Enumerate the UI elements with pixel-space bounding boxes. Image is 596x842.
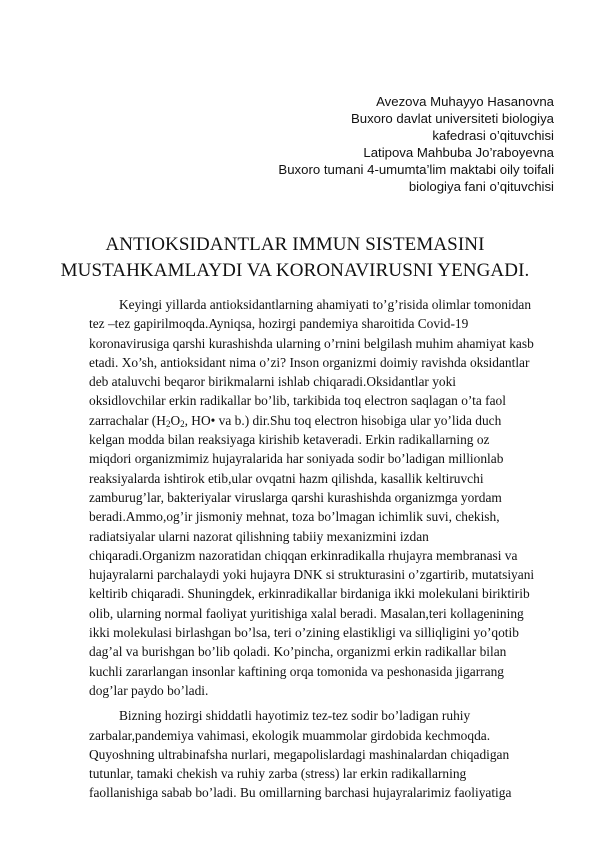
author-name: Avezova Muhayyo Hasanovna (376, 94, 554, 109)
text-run: zarrachalar (H (89, 412, 166, 428)
author-position: biologiya fani o’qituvchisi (408, 178, 554, 194)
author-affiliation: Buxoro davlat universiteti biologiya (350, 110, 554, 126)
text-line: faollanishiga sabab bo’ladi. Bu omillarning barchasi hujayralarimiz faoliyatiga (89, 785, 512, 801)
subscript: 2 (165, 418, 171, 429)
text-line: zarbalar,pandemiya vahimasi, ekologik muammolar girdobida kechmoqda. (89, 727, 491, 743)
subscript: 2 (180, 418, 185, 429)
text-line: chiqaradi.Organizm nazoratidan chiqqan erkinradikalla rhujayra membranasi va (89, 547, 518, 563)
text-line: ikki molekulasi birlashgan bo’lsa, teri o’zining elastikligi va silliqligini yo’qotib (89, 625, 519, 641)
paragraph (89, 295, 559, 700)
text-line: kelgan modda bilan reaksiyaga kirishib ketaveradi. Erkin radikallarning oz (89, 432, 490, 448)
document-title (60, 232, 530, 284)
author-affiliation: Buxoro tumani 4-umumta’lim maktabi oily toifali (278, 161, 554, 177)
text-line: Bizning hozirgi shiddatli hayotimiz tez-tez sodir bo’ladigan ruhiy (119, 708, 471, 724)
text-line: radiatsiyalar ularni nazorat qilishning tabiiy mexanizmini izdan (89, 528, 429, 544)
text-line: hujayralarni parchalaydi yoki hujayra DNK si strukturasini o’zgartirib, mutatsiyani (89, 567, 535, 583)
text-line: kuchli zararlangan insonlar kaftining orqa tomonida va peshonasida jigarrang (89, 663, 504, 679)
text-line: olib, ularning normal faoliyat yuritishiga xalal beradi. Masalan,teri kollagenining (89, 605, 524, 621)
text-line: oksidlovchilar erkin radikallar bo’lib, tarkibida toq electron saqlagan o’ta faol (89, 393, 506, 409)
text-line: tez –tez gapirilmoqda.Ayniqsa, hozirgi pandemiya sharoitida Covid-19 (89, 316, 469, 332)
text-line: beradi.Ammo,og’ir jismoniy mehnat, toza bo’lmagan ichimlik suvi, chekish, (89, 509, 500, 525)
text-line: deb ataluvchi beqaror birikmalarni ishlab chiqaradi.Oksidantlar yoki (89, 374, 457, 390)
text-line: reaksiyalarda ishtirok etib,ular ovqatni hazm qilishda, kasallik keltiruvchi (89, 470, 484, 486)
text-line: miqdori organizmimiz hujayralarida har soniyada sodir bo’ladigan millionlab (89, 451, 504, 467)
text-run: , HO• va b.) dir.Shu toq electron hisobiga ular yo’lida duch (184, 412, 502, 428)
text-line: tutunlar, tamaki chekish va ruhiy zarba (stress) lar erkin radikallarning (89, 766, 467, 782)
author-position: kafedrasi o’qituvchisi (432, 127, 554, 143)
text-line: keltirib chiqaradi. Shuningdek, erkinradikallar birdaniga ikki molekulani biriktirib (89, 586, 530, 602)
text-run: O (170, 412, 181, 428)
text-line: dag’al va burishgan bo’lib qoladi. Ko’pincha, organizmi erkin radikallar bilan (89, 644, 507, 660)
text-line: dog’lar paydo bo’ladi. (89, 682, 209, 698)
text-line (89, 411, 559, 430)
title-line: MUSTAHKAMLAYDI VA KORONAVIRUSNI YENGADI. (60, 260, 530, 281)
paragraph (89, 706, 559, 802)
document-body (89, 295, 559, 803)
text-line: zamburug’lar, bakteriyalar viruslarga qarshi kurashishda organizmga yordam (89, 489, 502, 505)
text-line: Quyoshning ultrabinafsha nurlari, megapolislardagi mashinalardan chiqadigan (89, 746, 510, 762)
author-name: Latipova Mahbuba Jo’raboyevna (363, 144, 554, 160)
author-info (194, 94, 554, 195)
text-line: Keyingi yillarda antioksidantlarning ahamiyati to’g’risida olimlar tomonidan (119, 297, 532, 312)
title-line: ANTIOKSIDANTLAR IMMUN SISTEMASINI (105, 234, 485, 255)
text-line: etadi. Xo’sh, antioksidant nima o’zi? Inson organizmi doimiy ravishda oksidantlar (89, 354, 530, 370)
text-line: koronavirusiga qarshi kurashishda ularning o’rnini belgilash muhim ahamiyat kasb (89, 335, 534, 351)
